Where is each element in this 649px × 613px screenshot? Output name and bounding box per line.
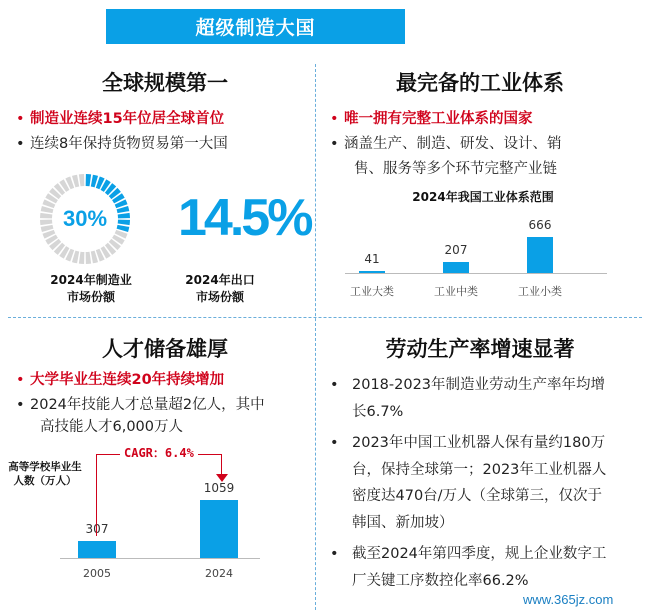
q1-export-caption xyxy=(160,272,280,306)
q3-ylabel-line1: 高等学校毕业生 xyxy=(8,461,82,473)
q4-bullet-line: 2023年中国工业机器人保有量约180万 xyxy=(352,435,606,451)
q2-bullet-2-cont: 售、服务等多个环节完整产业链 xyxy=(354,161,557,177)
horizontal-divider xyxy=(8,317,642,318)
q4-bullet-line: 密度达470台/万人（全球第三，仅次于 xyxy=(352,488,603,504)
q4-bullet-item xyxy=(330,541,645,594)
page-title-banner: 超级制造大国 xyxy=(106,9,405,44)
bullet-dot: • xyxy=(16,397,25,413)
q4-bullet-line: 厂关键工序数控化率66.2% xyxy=(352,572,529,589)
bar-category-label: 工业中类 xyxy=(434,285,478,298)
ring-segment-empty xyxy=(79,252,84,264)
bullet-dot: • xyxy=(330,435,339,451)
ring-segment-filled xyxy=(118,220,130,225)
q3-bullet-2-cont: 高技能人才6,000万人 xyxy=(40,419,184,435)
q2-axis-line xyxy=(345,273,607,274)
q4-bullet-line: 台，保持全球第一；2023年工业机器人 xyxy=(352,461,607,478)
bullet-dot: • xyxy=(16,136,25,152)
q4-bullet-line: 长6.7% xyxy=(352,403,404,420)
q1-ring-caption-line2: 市场份额 xyxy=(66,290,115,304)
q1-bullet-1-text: 制造业连续15年位居全球首位 xyxy=(30,111,225,127)
bar-category-label: 工业小类 xyxy=(518,285,562,298)
q2-bullet-2 xyxy=(330,132,562,156)
bullet-dot: • xyxy=(330,136,339,152)
q1-export-caption-line1: 2024年出口 xyxy=(185,273,255,287)
q3-bullet-1-text: 大学毕业生连续20年持续增加 xyxy=(30,372,225,388)
q1-bullet-2 xyxy=(16,132,228,156)
bar-category-label: 2005 xyxy=(83,567,111,580)
cagr-bracket-left xyxy=(96,454,97,536)
ring-value-label: 30% xyxy=(62,206,108,231)
q1-title: 全球规模第一 xyxy=(102,71,228,95)
q1-bullet-1 xyxy=(16,107,224,131)
q4-bullet-item xyxy=(330,430,645,536)
ring-segment-empty xyxy=(40,213,52,218)
q3-bullet-1 xyxy=(16,368,224,392)
q2-chart-title: 2024年我国工业体系范围 xyxy=(412,190,554,204)
ring-segment-empty xyxy=(79,174,84,186)
bullet-dot: • xyxy=(16,111,25,127)
bar-category-label: 2024 xyxy=(205,567,233,580)
bar-value-label: 307 xyxy=(85,522,109,537)
bar-value-label: 207 xyxy=(444,242,468,257)
q3-bullet-2-line1: 2024年技能人才总量超2亿人，其中 xyxy=(30,397,265,413)
q3-bullet-2 xyxy=(16,393,265,417)
ring-segment-filled xyxy=(118,213,130,218)
ring-segment-empty xyxy=(40,220,52,225)
q4-bullet-line: 2018-2023年制造业劳动生产率年均增 xyxy=(352,377,606,393)
cagr-label: CAGR：6.4% xyxy=(120,444,198,461)
q1-export-caption-line2: 市场份额 xyxy=(195,290,244,304)
watermark: www.365jz.com xyxy=(523,592,614,607)
bar xyxy=(78,541,116,558)
bullet-dot: • xyxy=(330,111,339,127)
bar xyxy=(443,262,469,273)
bar-value-label: 666 xyxy=(528,218,552,232)
cagr-arrow-icon xyxy=(216,474,228,482)
q3-ylabel-line2: 人数（万人） xyxy=(13,475,77,487)
bullet-dot: • xyxy=(330,546,339,562)
ring-segment-filled xyxy=(86,174,91,186)
bar xyxy=(200,500,238,558)
q4-bullet-list xyxy=(330,372,645,599)
q4-title: 劳动生产率增速显著 xyxy=(385,337,575,361)
q2-bullet-1-text: 唯一拥有完整工业体系的国家 xyxy=(344,111,533,127)
q3-axis-line xyxy=(60,558,260,559)
bullet-dot: • xyxy=(330,377,339,393)
q1-ring-caption xyxy=(31,272,151,306)
q3-bar-chart xyxy=(0,440,300,612)
bar-value-label: 41 xyxy=(364,251,380,266)
q3-ylabel xyxy=(4,460,86,488)
bullet-dot: • xyxy=(16,372,25,388)
q1-ring-caption-line1: 2024年制造业 xyxy=(50,273,132,287)
q3-title: 人才储备雄厚 xyxy=(102,337,228,361)
bar-value-label: 1059 xyxy=(203,481,235,495)
q2-bullet-2-line1: 涵盖生产、制造、研发、设计、销 xyxy=(344,136,562,152)
q1-bullet-2-text: 连续8年保持货物贸易第一大国 xyxy=(30,136,228,152)
bar xyxy=(527,237,553,273)
q4-bullet-line: 截至2024年第四季度，规上企业数字工 xyxy=(352,546,607,562)
bar-category-label: 工业大类 xyxy=(350,285,394,298)
q2-bullet-1 xyxy=(330,107,533,131)
q4-bullet-line: 韩国、新加坡） xyxy=(352,514,454,531)
q2-bar-chart xyxy=(345,210,610,308)
q2-title: 最完备的工业体系 xyxy=(396,71,564,95)
vertical-divider xyxy=(315,64,316,610)
ring-segment-empty xyxy=(86,252,91,264)
q1-ring-chart xyxy=(39,173,131,265)
q1-export-share-value: 14.5% xyxy=(178,189,311,247)
q4-bullet-item xyxy=(330,372,645,425)
